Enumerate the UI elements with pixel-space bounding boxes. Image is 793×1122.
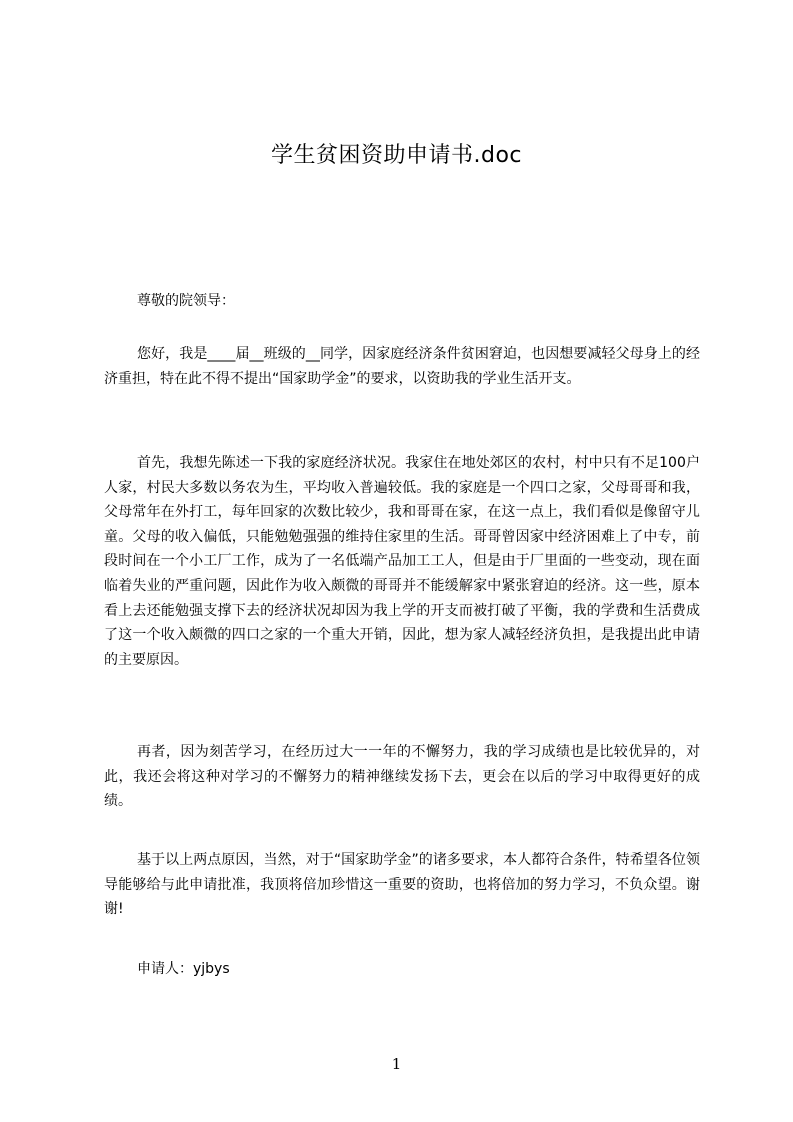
document-title: 学生贫困资助申请书.doc (270, 143, 522, 168)
paragraph-academic-performance: 再者，因为刻苦学习，在经历过大一一年的不懈努力，我的学习成绩也是比较优异的，对此，我还会将这种对学习的不懈努力的精神继续发扬下去，更会在以后的学习中取得更好的成绩。 (104, 744, 700, 810)
signature: 申请人：yjbys (137, 961, 230, 977)
paragraph-family-situation: 首先，我想先陈述一下我的家庭经济状况。我家住在地处郊区的农村，村中只有不足100户人家，村民大多数以务农为生，平均收入普遍较低。我的家庭是一个四口之家，父母哥哥和我，父母常年在外打工，每年回家的次数比较少，我和哥哥在家，在这一点上，我们看似是像留守儿童。父母的收入偏低，只能勉勉强强的维持住家里的生活。哥哥曾因家中经济困难上了中专，前段时间在一个小工厂工作，成为了一名低端产品加工工人，但是由于厂里面的一些变动，现在面临着失业的严重问题，因此作为收入颇微的哥哥并不能缓解家中紧张窘迫的经济。这一些，原本看上去还能勉强支撑下去的经济状况却因为我上学的开支而被打破了平衡，我的学费和生活费成了这一个收入颇微的四口之家的一个重大开销，因此，想为家人减轻经济负担，是我提出此申请的主要原因。 (104, 455, 700, 668)
paragraph-intro: 您好，我是____届__班级的__同学，因家庭经济条件贫困窘迫，也因想要减轻父母身上的经济重担，特在此不得不提出“国家助学金”的要求，以资助我的学业生活开支。 (104, 346, 700, 387)
salutation: 尊敬的院领导： (137, 293, 235, 309)
paragraph-conclusion: 基于以上两点原因，当然，对于“国家助学金”的诸多要求，本人都符合条件，特希望各位领导能够给与此申请批准，我顶将倍加珍惜这一重要的资助，也将倍加的努力学习，不负众望。谢谢! (104, 852, 700, 918)
page-number: 1 (391, 1055, 402, 1073)
